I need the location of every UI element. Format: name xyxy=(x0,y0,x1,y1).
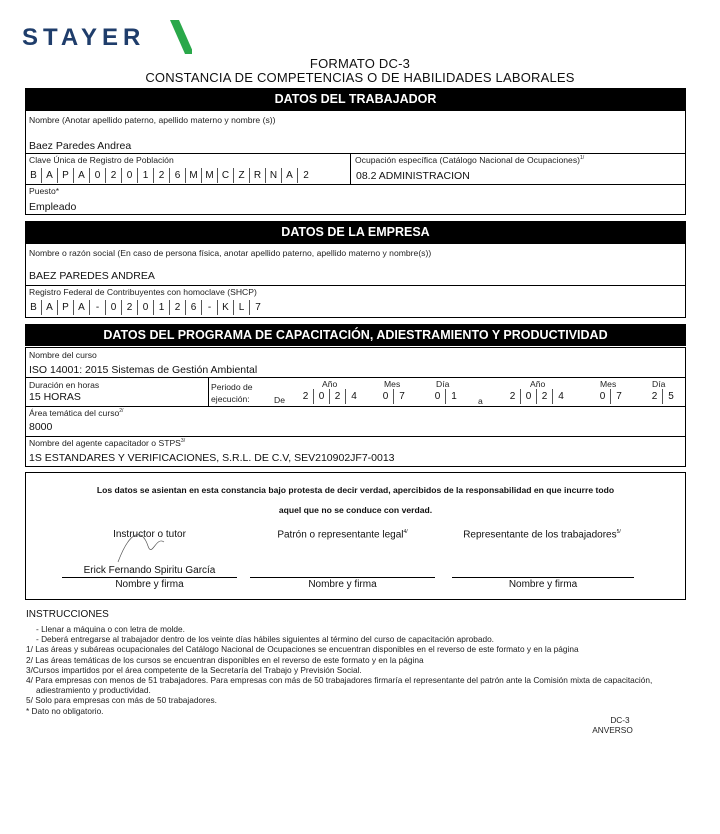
char-box: 7 xyxy=(616,391,622,402)
char-box: 2 xyxy=(170,300,186,315)
to-year-field[interactable] xyxy=(505,389,569,404)
char-box: C xyxy=(218,168,234,183)
curso-label: Nombre del curso xyxy=(29,350,97,360)
char-box: 2 xyxy=(154,168,170,183)
curp-field[interactable] xyxy=(26,168,314,183)
char-box: 0 xyxy=(521,389,537,404)
instructor-label: Instructor o tutor xyxy=(113,529,186,540)
stayer-logo xyxy=(22,18,192,58)
char-box: 1 xyxy=(138,168,154,183)
to-year-header: Año xyxy=(530,379,546,389)
char-box: 2 xyxy=(537,389,553,404)
duracion-field[interactable]: 15 HORAS xyxy=(29,391,81,403)
logo-text: STAYER xyxy=(22,24,146,51)
instrucciones-list xyxy=(26,624,686,716)
char-box: 2 xyxy=(647,389,663,404)
char-box: L xyxy=(234,300,250,315)
rfc-field[interactable] xyxy=(26,300,266,315)
instruccion-line: 2/ Las áreas temáticas de los cursos se encuentran disponibles en el reverso de este formato y en la página xyxy=(26,654,424,665)
agente-label: Nombre del agente capacitador o $STPS^{3/}$ xyxy=(29,438,186,448)
char-box: 2 xyxy=(505,389,521,404)
char-box: Z xyxy=(234,168,250,183)
de-label: De xyxy=(274,395,285,405)
char-box: 6 xyxy=(170,168,186,183)
char-box: A xyxy=(74,168,90,183)
razon-social-field[interactable]: BAEZ PAREDES ANDREA xyxy=(29,270,155,282)
char-box: 2 xyxy=(106,168,122,183)
declaration-line-1: Los datos se asientan en esta constancia bajo protesta de decir verdad, apercibidos de la responsabilidad en que incurre todo xyxy=(96,485,615,495)
representante-label: Representante de los trabajadores$^{5/}$ xyxy=(463,529,621,541)
from-month-header: Mes xyxy=(384,379,401,389)
puesto-label: Puesto* xyxy=(29,186,60,196)
char-box: P xyxy=(58,168,74,183)
char-box: 4 xyxy=(351,391,357,402)
char-box: - xyxy=(202,300,218,315)
to-month-header: Mes xyxy=(600,379,617,389)
char-box: 7 xyxy=(399,391,405,402)
char-box: 2 xyxy=(298,389,314,404)
char-box: A xyxy=(42,300,58,315)
char-box: A xyxy=(42,168,58,183)
char-box: 1 xyxy=(451,391,457,402)
instruccion-line: - Deberá entregarse al trabajador dentro de los veinte días hábiles siguientes al término del curso de capacitación aprobado. xyxy=(36,634,494,645)
area-field[interactable]: 8000 xyxy=(29,421,53,433)
instruccion-line: 3/Cursos impartidos por el área competente de la Secretaría del Trabajo y Previsión Social. xyxy=(26,664,362,675)
char-box: R xyxy=(250,168,266,183)
footer-code: DC-3 xyxy=(610,715,630,725)
char-box: 1 xyxy=(154,300,170,315)
nombre-field[interactable]: Baez Paredes Andrea xyxy=(29,140,132,152)
a-label: a xyxy=(478,396,483,406)
char-box: 0 xyxy=(430,389,446,404)
instrucciones-title: INSTRUCCIONES xyxy=(26,609,109,620)
agente-field[interactable]: 1S ESTANDARES Y VERIFICACIONES, S.R.L. DE C.V, SEV210902JF7-0013 xyxy=(29,452,395,464)
razon-social-label: Nombre o razón social (En caso de persona física, anotar apellido paterno, apellido materno y nombre(s)) xyxy=(29,248,432,258)
nombre-label: Nombre (Anotar apellido paterno, apellido materno y nombre (s)) xyxy=(29,115,276,125)
instruccion-line: 4/ Para empresas con menos de 51 trabajadores. Para empresas con más de 50 trabajadores firmaría el representante del patrón ante la Comisión mixta de capacitación, xyxy=(26,675,653,686)
char-box: M xyxy=(202,168,218,183)
char-box: 5 xyxy=(668,391,674,402)
char-box: 2 xyxy=(303,170,309,181)
nombre-firma-representante: Nombre y firma xyxy=(508,579,578,590)
instruccion-line: 1/ Las áreas y subáreas ocupacionales del Catálogo Nacional de Ocupaciones se encuentran disponibles en el reverso de este formato y en la página xyxy=(26,644,579,655)
char-box: M xyxy=(186,168,202,183)
periodo-label-1: Periodo de xyxy=(211,382,253,392)
periodo-label-2: ejecución: xyxy=(211,394,250,404)
char-box: 2 xyxy=(122,300,138,315)
section-trabajador-title: DATOS DEL TRABAJADOR xyxy=(25,88,686,110)
char-box: 0 xyxy=(90,168,106,183)
instructor-name[interactable]: Erick Fernando Spiritu García xyxy=(83,565,216,576)
char-box: 0 xyxy=(122,168,138,183)
instruccion-line: - Llenar a máquina o con letra de molde. xyxy=(36,624,185,634)
form-subtitle: CONSTANCIA DE COMPETENCIAS O DE HABILIDADES LABORALES xyxy=(145,70,575,85)
char-box: B xyxy=(26,168,42,183)
char-box: A xyxy=(282,168,298,183)
char-box: N xyxy=(266,168,282,183)
char-box: 7 xyxy=(255,302,261,313)
from-day-header: Día xyxy=(436,379,450,389)
to-month-field[interactable] xyxy=(595,389,627,404)
char-box: K xyxy=(218,300,234,315)
char-box: 0 xyxy=(138,300,154,315)
to-day-field[interactable] xyxy=(647,389,679,404)
char-box: 0 xyxy=(378,389,394,404)
char-box: - xyxy=(90,300,106,315)
duracion-label: Duración en horas xyxy=(29,380,100,390)
from-year-field[interactable] xyxy=(298,389,362,404)
char-box: 0 xyxy=(314,389,330,404)
section-empresa-title: DATOS DE LA EMPRESA xyxy=(25,221,686,243)
form-title: FORMATO DC-3 xyxy=(309,56,411,71)
section-programa-title: DATOS DEL PROGRAMA DE CAPACITACIÓN, ADIESTRAMIENTO Y PRODUCTIVIDAD xyxy=(25,324,686,346)
to-day-header: Día xyxy=(652,379,666,389)
ocupacion-label: Ocupación específica (Catálogo Nacional de Ocupaciones)$^{1/}$ xyxy=(355,155,585,165)
instruccion-line: 5/ Solo para empresas con más de 50 trabajadores. xyxy=(26,695,217,706)
from-day-field[interactable] xyxy=(430,389,462,404)
char-box: P xyxy=(58,300,74,315)
from-month-field[interactable] xyxy=(378,389,410,404)
char-box: B xyxy=(26,300,42,315)
declaration-line-2: aquel que no se conduce con verdad. xyxy=(278,505,433,515)
char-box: A xyxy=(74,300,90,315)
nombre-firma-patron: Nombre y firma xyxy=(308,579,377,590)
char-box: 6 xyxy=(186,300,202,315)
instruccion-line: adiestramiento y productividad. xyxy=(36,685,151,696)
patron-label: Patrón o representante legal$^{4/}$ xyxy=(277,529,408,541)
from-year-header: Año xyxy=(322,379,338,389)
instruccion-line: * Dato no obligatorio. xyxy=(26,705,104,716)
char-box: 0 xyxy=(106,300,122,315)
rfc-label: Registro Federal de Contribuyentes con homoclave (SHCP) xyxy=(29,287,257,297)
puesto-field[interactable]: Empleado xyxy=(29,201,77,213)
footer-side: ANVERSO xyxy=(592,725,633,735)
logo-accent-icon xyxy=(170,20,192,54)
char-box: 0 xyxy=(595,389,611,404)
char-box: 4 xyxy=(558,391,564,402)
curso-field[interactable]: ISO 14001: 2015 Sistemas de Gestión Ambiental xyxy=(29,364,258,376)
ocupacion-field[interactable]: 08.2 ADMINISTRACION xyxy=(356,170,470,182)
nombre-firma-instructor: Nombre y firma xyxy=(115,579,184,590)
char-box: 2 xyxy=(330,389,346,404)
area-label: Área temática del curso$^{2/}$ xyxy=(29,408,124,418)
curp-label: Clave Única de Registro de Población xyxy=(29,155,174,165)
